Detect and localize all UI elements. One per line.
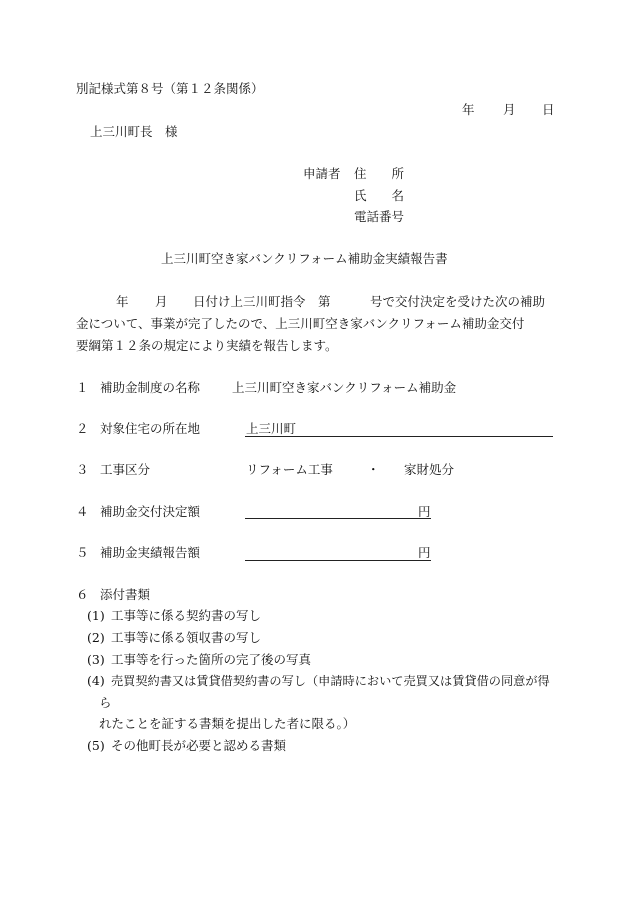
item4-unit: 円 <box>418 504 431 519</box>
form-number: 別記様式第８号（第１２条関係） <box>76 81 264 96</box>
item5-underline <box>245 560 431 561</box>
item4-label: 補助金交付決定額 <box>100 504 201 519</box>
attachment-1-text: 工事等に係る契約書の写し <box>111 608 262 623</box>
attachment-4-text: 売買契約書又は賃貸借契約書の写し（申請時において売買又は賃貸借の同意が得 <box>111 674 550 688</box>
item3-option-reform: リフォーム工事 <box>246 462 333 477</box>
item3-option-disposal: 家財処分 <box>404 462 455 477</box>
date-year-label: 年 <box>462 102 475 117</box>
intro-rest: 号で交付決定を受けた次の補助 <box>370 294 546 309</box>
item3-separator: ・ <box>367 462 380 477</box>
attachment-5-number: (5) <box>87 738 105 753</box>
phone-label: 電話番号 <box>354 209 405 224</box>
item6-label: 添付書類 <box>100 587 151 602</box>
attachment-3-number: (3) <box>87 652 105 667</box>
item3-number: ３ <box>76 462 89 477</box>
item4-underline <box>245 518 431 519</box>
document-title: 上三川町空き家バンクリフォーム補助金実績報告書 <box>161 251 448 266</box>
addressee: 上三川町長 様 <box>90 124 178 139</box>
date-month-label: 月 <box>503 102 516 117</box>
item5-unit: 円 <box>418 545 431 560</box>
item4-number: ４ <box>76 504 89 519</box>
attachment-1-number: (1) <box>87 608 105 623</box>
intro-year: 年 <box>116 294 129 309</box>
address-label: 住 所 <box>354 166 405 181</box>
intro-line-2: 金について、事業が完了したので、上三川町空き家バンクリフォーム補助金交付 <box>76 316 525 331</box>
attachment-5-text: その他町長が必要と認める書類 <box>111 738 287 753</box>
item2-value: 上三川町 <box>246 421 297 436</box>
item2-underline <box>245 436 553 437</box>
attachment-4-text-line2: れたことを証する書類を提出した者に限る。） <box>99 716 356 731</box>
applicant-label: 申請者 <box>303 166 341 181</box>
item5-label: 補助金実績報告額 <box>100 545 201 560</box>
item5-number: ５ <box>76 545 89 560</box>
item6-number: ６ <box>76 587 89 602</box>
item3-label: 工事区分 <box>100 462 151 477</box>
date-day-label: 日 <box>542 102 555 117</box>
attachment-3-text: 工事等を行った箇所の完了後の写真 <box>111 652 312 667</box>
name-label: 氏 名 <box>354 188 405 203</box>
intro-date-ref: 日付け上三川町指令 第 <box>193 294 331 309</box>
item1-value: 上三川町空き家バンクリフォーム補助金 <box>232 380 457 395</box>
attachment-4-text-wrap: ら <box>99 695 112 710</box>
item1-number: １ <box>76 380 89 395</box>
attachment-2-number: (2) <box>87 630 105 645</box>
item2-number: ２ <box>76 421 89 436</box>
attachment-2-text: 工事等に係る領収書の写し <box>111 630 262 645</box>
intro-month: 月 <box>155 294 168 309</box>
item1-label: 補助金制度の名称 <box>100 380 201 395</box>
attachment-4-number: (4) <box>87 673 105 688</box>
intro-line-3: 要綱第１２条の規定により実績を報告します。 <box>76 338 338 353</box>
item2-label: 対象住宅の所在地 <box>100 421 201 436</box>
